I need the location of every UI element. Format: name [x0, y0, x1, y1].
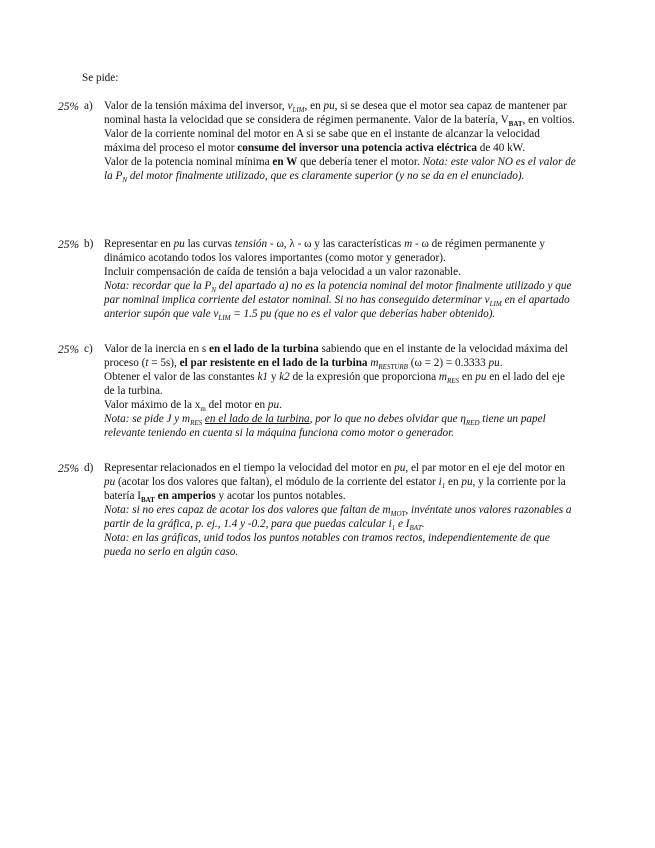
- item-c-weight: 25%: [58, 344, 80, 356]
- item-a-paragraph-1: Valor de la tensión máxima del inversor, $v_{LIM}$, en pu, si se desea que el motor sea capaz de mantener par nominal hasta la velocidad que se considera de régimen permanente. Valor de la batería, $V_{BAT}$, en voltios.: [104, 100, 575, 129]
- item-d-paragraph-1: Representar relacionados en el tiempo la velocidad del motor en pu, el par motor en el eje del motor en pu (acotar los dos valores que faltan), el módulo de la corriente del estator $i_1$ en pu, y la corriente por la batería $I_{BAT}$ en amperios y acotar los puntos notables.: [104, 462, 566, 505]
- item-b-note: Nota: recordar que la $P_N$ del apartado a) no es la potencia nominal del motor finalmente utilizado y que par nominal implica corriente del estator nominal. Si no has conseguido determinar $v_{LIM}$ en el apartado anterior supón que vale $v_{LIM} = 1.5$ pu (que no es el valor que deberías haber obtenido).: [104, 280, 572, 323]
- item-a-letter: a): [84, 100, 93, 112]
- item-a-weight: 25%: [58, 101, 80, 113]
- item-c-note: Nota: se pide J y $m_{RES}$ en el lado de la turbina, por lo que no debes olvidar que $\eta_{RED}$ tiene un papel relevante teniendo en cuenta si la máquina funciona como motor o generador.: [104, 413, 546, 439]
- item-c-paragraph-3: Valor máximo de la $x_m$ del motor en pu.: [104, 399, 282, 414]
- item-a-paragraph-3: Valor de la potencia nominal mínima en W que debería tener el motor. Nota: este valor NO es el valor de la $P_N$ del motor finalmente utilizado, que es claramente superior (y no se da en el enunciado).: [104, 156, 576, 185]
- item-c-paragraph-2: Obtener el valor de las constantes k1 y k2 de la expresión que proporciona $m_{RES}$ en pu en el lado del eje de la turbina.: [104, 371, 565, 397]
- item-b-letter: b): [84, 238, 94, 250]
- item-d-weight: 25%: [58, 463, 80, 475]
- item-a-paragraph-2: Valor de la corriente nominal del motor en A si se sabe que en el instante de alcanzar la velocidad máxima del proceso el motor consume del inversor una potencia activa eléctrica de 40 kW.: [104, 128, 540, 154]
- item-d-note-2: Nota: en las gráficas, unid todos los puntos notables con tramos rectos, independientemente de que pueda no serlo en algún caso.: [104, 532, 550, 558]
- item-d-letter: d): [84, 462, 94, 474]
- item-c-letter: c): [84, 343, 93, 355]
- item-b-paragraph-1: Representar en pu las curvas tensión - ω, λ - ω y las características m - ω de régimen permanente y dinámico acotando todos los valores importantes (como motor y generador).: [104, 238, 546, 264]
- item-c-paragraph-1: Valor de la inercia en s en el lado de la turbina sabiendo que en el instante de la velocidad máxima del proceso (t = 5s), el par resistente en el lado de la turbina $m_{RESTURB}$ (ω = 2) = 0.3333 pu.: [104, 343, 568, 372]
- item-b-paragraph-2: Incluir compensación de caída de tensión a baja velocidad a un valor razonable.: [104, 266, 461, 278]
- item-b-weight: 25%: [58, 239, 80, 251]
- item-d-note-1: Nota: si no eres capaz de acotar los dos valores que faltan de $m_{MOT}$, invéntate unos valores razonables a partir de la gráfica, p. ej., 1.4 y -0.2, para que puedas calcular $i_1$ e $I_{BAT}$.: [104, 504, 572, 533]
- intro-label: Se pide:: [82, 72, 119, 84]
